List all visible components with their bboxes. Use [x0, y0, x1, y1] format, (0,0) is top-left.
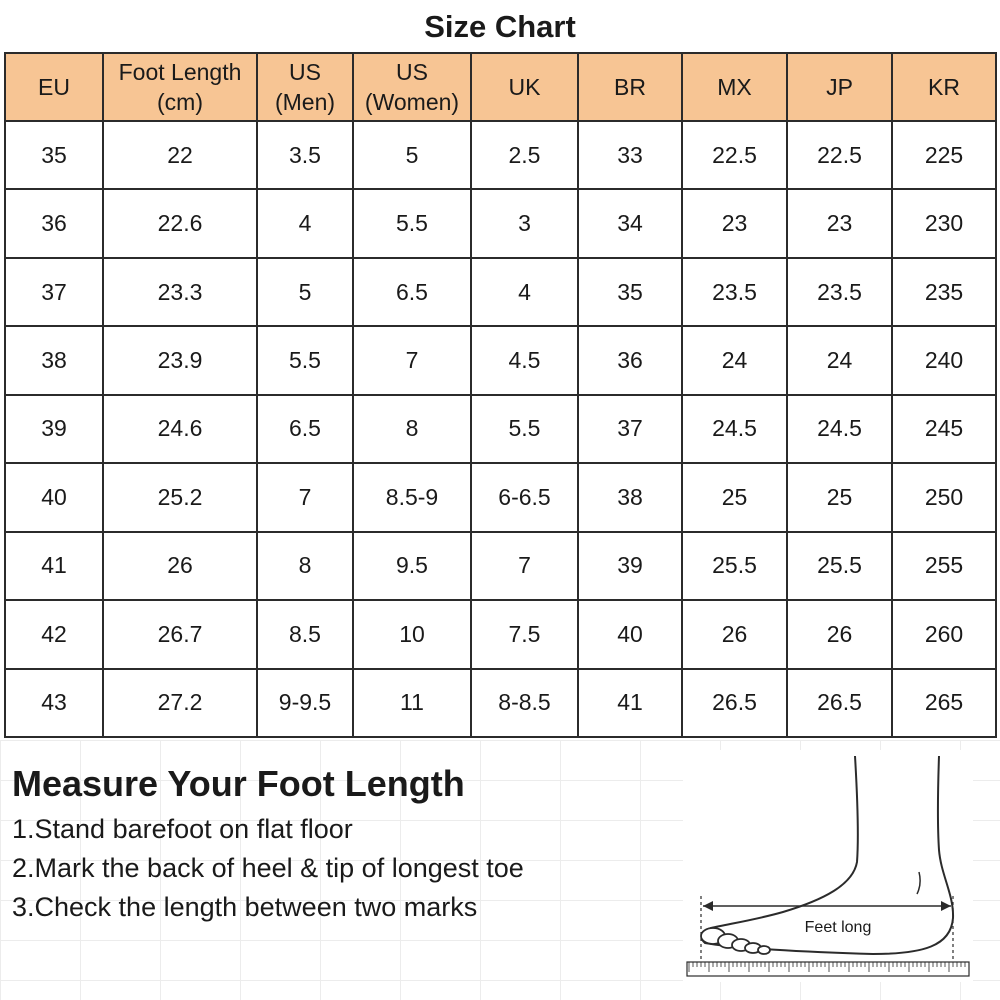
table-row	[5, 600, 996, 668]
chart-title: Size Chart	[424, 9, 576, 44]
column-header	[257, 53, 353, 121]
table-row	[5, 258, 996, 326]
feet-long-label: Feet long	[804, 919, 872, 936]
table-cell: 26	[682, 600, 787, 668]
table-row	[5, 669, 996, 738]
column-header	[787, 53, 892, 121]
foot-illustration	[683, 750, 973, 982]
table-cell: 7.5	[471, 600, 578, 668]
table-cell: 23.5	[787, 258, 892, 326]
table-cell: 4	[471, 258, 578, 326]
step-2: 2.Mark the back of heel & tip of longest toe	[12, 853, 524, 883]
table-cell: 41	[578, 669, 682, 738]
table-cell: 24	[787, 326, 892, 394]
table-cell: 5.5	[471, 395, 578, 463]
table-cell: 23.5	[682, 258, 787, 326]
table-cell: 8-8.5	[471, 669, 578, 738]
table-cell: 22.5	[682, 121, 787, 189]
table-cell: 6.5	[257, 395, 353, 463]
column-header-label: EU	[38, 74, 70, 100]
table-row	[5, 463, 996, 531]
table-cell: 3.5	[257, 121, 353, 189]
table-cell: 36	[5, 189, 103, 257]
table-cell: 33	[578, 121, 682, 189]
column-header	[682, 53, 787, 121]
table-cell: 2.5	[471, 121, 578, 189]
table-cell: 40	[578, 600, 682, 668]
table-cell: 10	[353, 600, 471, 668]
column-header	[471, 53, 578, 121]
table-cell: 26	[787, 600, 892, 668]
column-header-label: UK	[508, 74, 541, 100]
table-cell: 23	[682, 189, 787, 257]
table-cell: 25	[787, 463, 892, 531]
table-cell: 230	[892, 189, 996, 257]
table-cell: 23	[787, 189, 892, 257]
table-cell: 25.5	[682, 532, 787, 600]
table-cell: 245	[892, 395, 996, 463]
table-row	[5, 326, 996, 394]
table-cell: 26.5	[682, 669, 787, 738]
table-cell: 240	[892, 326, 996, 394]
column-header	[103, 53, 257, 121]
table-cell: 25.2	[103, 463, 257, 531]
table-cell: 4.5	[471, 326, 578, 394]
table-cell: 24.6	[103, 395, 257, 463]
table-cell: 26.7	[103, 600, 257, 668]
table-cell: 22.5	[787, 121, 892, 189]
table-cell: 9-9.5	[257, 669, 353, 738]
step-1: 1.Stand barefoot on flat floor	[12, 814, 353, 844]
table-cell: 38	[5, 326, 103, 394]
table-cell: 37	[5, 258, 103, 326]
column-header-label: MX	[717, 74, 752, 100]
column-header-label: Foot Length	[118, 59, 242, 85]
column-header-sublabel: (Women)	[364, 89, 460, 115]
table-cell: 39	[578, 532, 682, 600]
column-header-label: JP	[826, 74, 853, 100]
table-cell: 36	[578, 326, 682, 394]
table-cell: 24.5	[682, 395, 787, 463]
column-header-label: KR	[928, 74, 960, 100]
table-cell: 27.2	[103, 669, 257, 738]
table-cell: 41	[5, 532, 103, 600]
table-cell: 39	[5, 395, 103, 463]
table-cell: 23.3	[103, 258, 257, 326]
header-row	[5, 53, 996, 121]
column-header	[5, 53, 103, 121]
table-cell: 3	[471, 189, 578, 257]
table-cell: 7	[257, 463, 353, 531]
table-cell: 23.9	[103, 326, 257, 394]
table-cell: 250	[892, 463, 996, 531]
table-cell: 5	[353, 121, 471, 189]
table-cell: 4	[257, 189, 353, 257]
table-cell: 24	[682, 326, 787, 394]
column-header	[892, 53, 996, 121]
table-cell: 37	[578, 395, 682, 463]
column-header-sublabel: (Men)	[274, 89, 336, 115]
table-cell: 35	[5, 121, 103, 189]
toe-5	[758, 946, 770, 954]
column-header	[353, 53, 471, 121]
step-3: 3.Check the length between two marks	[12, 892, 478, 922]
table-cell: 5.5	[353, 189, 471, 257]
table-cell: 7	[353, 326, 471, 394]
table-cell: 26.5	[787, 669, 892, 738]
table-cell: 43	[5, 669, 103, 738]
table-cell: 35	[578, 258, 682, 326]
table-cell: 34	[578, 189, 682, 257]
table-cell: 26	[103, 532, 257, 600]
foot-measurement-illustration-icon	[683, 750, 973, 982]
table-cell: 40	[5, 463, 103, 531]
table-cell: 225	[892, 121, 996, 189]
table-cell: 22.6	[103, 189, 257, 257]
column-header-label: BR	[614, 74, 646, 100]
column-header-sublabel: (cm)	[157, 89, 203, 115]
table-cell: 6-6.5	[471, 463, 578, 531]
table-row	[5, 532, 996, 600]
column-header-label: US	[289, 59, 321, 85]
table-row	[5, 189, 996, 257]
table-cell: 6.5	[353, 258, 471, 326]
table-cell: 42	[5, 600, 103, 668]
table-cell: 9.5	[353, 532, 471, 600]
column-header-label: US	[396, 59, 428, 85]
table-cell: 5	[257, 258, 353, 326]
table-cell: 38	[578, 463, 682, 531]
size-chart-table	[4, 52, 997, 738]
table-cell: 24.5	[787, 395, 892, 463]
measure-title: Measure Your Foot Length	[12, 763, 465, 804]
table-cell: 8	[257, 532, 353, 600]
table-cell: 7	[471, 532, 578, 600]
table-cell: 22	[103, 121, 257, 189]
table-cell: 5.5	[257, 326, 353, 394]
table-body	[5, 121, 996, 737]
table-cell: 11	[353, 669, 471, 738]
table-cell: 8.5	[257, 600, 353, 668]
table-row	[5, 395, 996, 463]
table-row	[5, 121, 996, 189]
table-cell: 255	[892, 532, 996, 600]
table-cell: 25	[682, 463, 787, 531]
table-cell: 265	[892, 669, 996, 738]
table-cell: 260	[892, 600, 996, 668]
table-cell: 25.5	[787, 532, 892, 600]
table-cell: 235	[892, 258, 996, 326]
table-cell: 8.5-9	[353, 463, 471, 531]
table-cell: 8	[353, 395, 471, 463]
column-header	[578, 53, 682, 121]
